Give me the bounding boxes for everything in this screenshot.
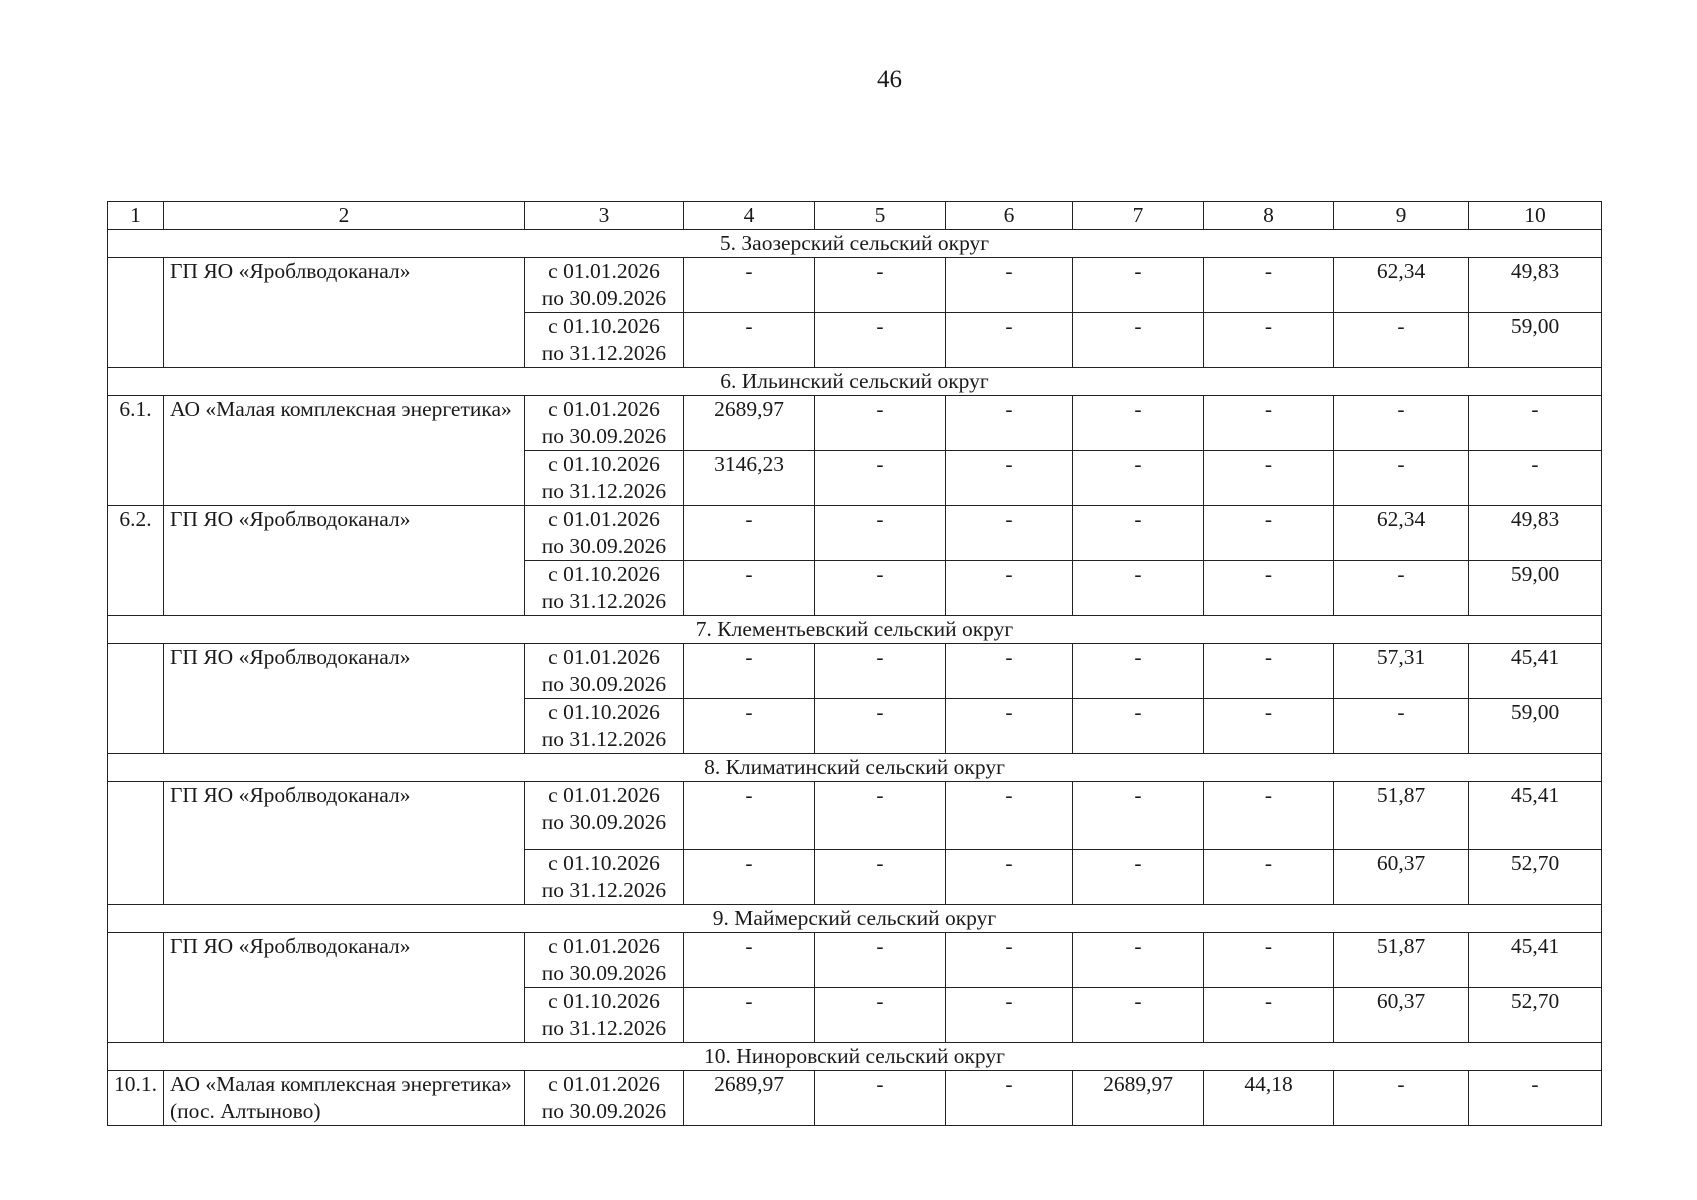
value-cell-col-7: - bbox=[1073, 561, 1204, 616]
period-cell bbox=[525, 933, 684, 988]
value-cell-col-9: 62,34 bbox=[1334, 258, 1469, 313]
value-cell-col-6: - bbox=[946, 506, 1073, 561]
value-cell-col-4: 3146,23 bbox=[684, 451, 815, 506]
period-start: с 01.10.2026 bbox=[548, 851, 660, 875]
value-cell-col-7: - bbox=[1073, 258, 1204, 313]
section-title: 6. Ильинский сельский округ bbox=[108, 368, 1602, 396]
period-cell bbox=[525, 313, 684, 368]
value-cell-col-6: - bbox=[946, 1071, 1073, 1126]
period-start: с 01.01.2026 bbox=[548, 507, 660, 531]
value-cell-col-9: - bbox=[1334, 1071, 1469, 1126]
period-end: по 30.09.2026 bbox=[541, 961, 667, 985]
table-row bbox=[108, 1071, 1602, 1126]
value-cell-col-5: - bbox=[815, 782, 946, 850]
value-cell-col-6: - bbox=[946, 396, 1073, 451]
value-cell-col-7: - bbox=[1073, 506, 1204, 561]
column-header: 6 bbox=[946, 202, 1073, 230]
value-cell-col-8: - bbox=[1204, 644, 1334, 699]
period-start: с 01.10.2026 bbox=[548, 989, 660, 1013]
row-number: 6.1. bbox=[108, 396, 164, 506]
value-cell-col-7: - bbox=[1073, 644, 1204, 699]
row-number: 6.2. bbox=[108, 506, 164, 616]
value-cell-col-5: - bbox=[815, 988, 946, 1043]
value-cell-col-8: - bbox=[1204, 396, 1334, 451]
value-cell-col-9: 51,87 bbox=[1334, 933, 1469, 988]
value-cell-col-10: 45,41 bbox=[1469, 782, 1602, 850]
value-cell-col-10: 59,00 bbox=[1469, 561, 1602, 616]
period-end: по 31.12.2026 bbox=[541, 727, 667, 751]
value-cell-col-8: - bbox=[1204, 850, 1334, 905]
value-cell-col-6: - bbox=[946, 561, 1073, 616]
period-end: по 30.09.2026 bbox=[541, 424, 667, 448]
period-end: по 30.09.2026 bbox=[541, 672, 667, 696]
value-cell-col-5: - bbox=[815, 699, 946, 754]
section-title: 7. Клементьевский сельский округ bbox=[108, 616, 1602, 644]
value-cell-col-8: 44,18 bbox=[1204, 1071, 1334, 1126]
value-cell-col-10: 49,83 bbox=[1469, 506, 1602, 561]
section-row bbox=[108, 368, 1602, 396]
period-start: с 01.01.2026 bbox=[548, 645, 660, 669]
value-cell-col-10: 49,83 bbox=[1469, 258, 1602, 313]
row-number bbox=[108, 782, 164, 905]
organization-name: ГП ЯО «Яроблводоканал» bbox=[164, 933, 525, 1043]
column-header: 3 bbox=[525, 202, 684, 230]
value-cell-col-4: 2689,97 bbox=[684, 1071, 815, 1126]
value-cell-col-4: - bbox=[684, 561, 815, 616]
period-start: с 01.10.2026 bbox=[548, 700, 660, 724]
organization-name: ГП ЯО «Яроблводоканал» bbox=[164, 782, 525, 905]
organization-name: ГП ЯО «Яроблводоканал» bbox=[164, 506, 525, 616]
period-start: с 01.10.2026 bbox=[548, 314, 660, 338]
value-cell-col-7: - bbox=[1073, 850, 1204, 905]
value-cell-col-7: - bbox=[1073, 396, 1204, 451]
value-cell-col-4: - bbox=[684, 258, 815, 313]
value-cell-col-6: - bbox=[946, 699, 1073, 754]
section-title: 5. Заозерский сельский округ bbox=[108, 230, 1602, 258]
value-cell-col-4: 2689,97 bbox=[684, 396, 815, 451]
value-cell-col-6: - bbox=[946, 988, 1073, 1043]
value-cell-col-5: - bbox=[815, 506, 946, 561]
value-cell-col-9: 62,34 bbox=[1334, 506, 1469, 561]
period-cell bbox=[525, 1071, 684, 1126]
column-header: 4 bbox=[684, 202, 815, 230]
value-cell-col-8: - bbox=[1204, 506, 1334, 561]
value-cell-col-6: - bbox=[946, 782, 1073, 850]
value-cell-col-8: - bbox=[1204, 258, 1334, 313]
period-start: с 01.01.2026 bbox=[548, 397, 660, 421]
period-end: по 31.12.2026 bbox=[541, 479, 667, 503]
row-number: 10.1. bbox=[108, 1071, 164, 1126]
value-cell-col-5: - bbox=[815, 451, 946, 506]
organization-name: ГП ЯО «Яроблводоканал» bbox=[164, 258, 525, 368]
value-cell-col-10: - bbox=[1469, 396, 1602, 451]
period-cell bbox=[525, 850, 684, 905]
value-cell-col-7: - bbox=[1073, 699, 1204, 754]
column-header: 9 bbox=[1334, 202, 1469, 230]
period-cell bbox=[525, 258, 684, 313]
organization-name: ГП ЯО «Яроблводоканал» bbox=[164, 644, 525, 754]
page-number: 46 bbox=[877, 66, 902, 93]
value-cell-col-5: - bbox=[815, 313, 946, 368]
value-cell-col-8: - bbox=[1204, 988, 1334, 1043]
table-row bbox=[108, 933, 1602, 988]
value-cell-col-5: - bbox=[815, 396, 946, 451]
period-cell bbox=[525, 506, 684, 561]
row-number bbox=[108, 644, 164, 754]
value-cell-col-9: 57,31 bbox=[1334, 644, 1469, 699]
value-cell-col-6: - bbox=[946, 644, 1073, 699]
table-row bbox=[108, 506, 1602, 561]
period-end: по 30.09.2026 bbox=[541, 286, 667, 310]
value-cell-col-9: - bbox=[1334, 561, 1469, 616]
value-cell-col-5: - bbox=[815, 644, 946, 699]
section-row bbox=[108, 616, 1602, 644]
value-cell-col-10: 45,41 bbox=[1469, 933, 1602, 988]
period-start: с 01.10.2026 bbox=[548, 452, 660, 476]
period-cell bbox=[525, 451, 684, 506]
table-row bbox=[108, 644, 1602, 699]
period-cell bbox=[525, 396, 684, 451]
value-cell-col-4: - bbox=[684, 850, 815, 905]
period-end: по 31.12.2026 bbox=[541, 341, 667, 365]
value-cell-col-4: - bbox=[684, 782, 815, 850]
value-cell-col-9: - bbox=[1334, 313, 1469, 368]
period-cell bbox=[525, 782, 684, 850]
value-cell-col-10: - bbox=[1469, 1071, 1602, 1126]
value-cell-col-10: - bbox=[1469, 451, 1602, 506]
value-cell-col-9: - bbox=[1334, 451, 1469, 506]
value-cell-col-7: - bbox=[1073, 988, 1204, 1043]
period-start: с 01.01.2026 bbox=[548, 1072, 660, 1096]
column-header: 5 bbox=[815, 202, 946, 230]
period-cell bbox=[525, 561, 684, 616]
value-cell-col-6: - bbox=[946, 313, 1073, 368]
period-end: по 30.09.2026 bbox=[541, 534, 667, 558]
section-title: 10. Ниноровский сельский округ bbox=[108, 1043, 1602, 1071]
period-end: по 30.09.2026 bbox=[541, 810, 667, 834]
section-title: 8. Климатинский сельский округ bbox=[108, 754, 1602, 782]
period-cell bbox=[525, 988, 684, 1043]
value-cell-col-6: - bbox=[946, 258, 1073, 313]
period-start: с 01.10.2026 bbox=[548, 562, 660, 586]
section-row bbox=[108, 754, 1602, 782]
value-cell-col-10: 59,00 bbox=[1469, 699, 1602, 754]
organization-name: АО «Малая комплексная энергетика» bbox=[164, 396, 525, 506]
column-header: 8 bbox=[1204, 202, 1334, 230]
section-row bbox=[108, 1043, 1602, 1071]
period-cell bbox=[525, 644, 684, 699]
section-row bbox=[108, 230, 1602, 258]
organization-name: АО «Малая комплексная энергетика» (пос. Алтыново) bbox=[164, 1071, 525, 1126]
value-cell-col-4: - bbox=[684, 644, 815, 699]
value-cell-col-8: - bbox=[1204, 782, 1334, 850]
value-cell-col-9: 51,87 bbox=[1334, 782, 1469, 850]
value-cell-col-7: - bbox=[1073, 933, 1204, 988]
row-number bbox=[108, 258, 164, 368]
value-cell-col-7: - bbox=[1073, 313, 1204, 368]
period-end: по 31.12.2026 bbox=[541, 878, 667, 902]
value-cell-col-4: - bbox=[684, 988, 815, 1043]
value-cell-col-10: 45,41 bbox=[1469, 644, 1602, 699]
value-cell-col-10: 52,70 bbox=[1469, 850, 1602, 905]
value-cell-col-4: - bbox=[684, 506, 815, 561]
value-cell-col-7: 2689,97 bbox=[1073, 1071, 1204, 1126]
value-cell-col-5: - bbox=[815, 561, 946, 616]
period-end: по 30.09.2026 bbox=[541, 1099, 667, 1123]
value-cell-col-4: - bbox=[684, 699, 815, 754]
column-header: 10 bbox=[1469, 202, 1602, 230]
value-cell-col-8: - bbox=[1204, 561, 1334, 616]
table-row bbox=[108, 396, 1602, 451]
value-cell-col-10: 52,70 bbox=[1469, 988, 1602, 1043]
period-end: по 31.12.2026 bbox=[541, 589, 667, 613]
column-header: 2 bbox=[164, 202, 525, 230]
period-start: с 01.01.2026 bbox=[548, 934, 660, 958]
section-title: 9. Маймерский сельский округ bbox=[108, 905, 1602, 933]
value-cell-col-6: - bbox=[946, 933, 1073, 988]
value-cell-col-6: - bbox=[946, 850, 1073, 905]
value-cell-col-7: - bbox=[1073, 782, 1204, 850]
value-cell-col-8: - bbox=[1204, 451, 1334, 506]
table-row bbox=[108, 258, 1602, 313]
value-cell-col-5: - bbox=[815, 933, 946, 988]
section-row bbox=[108, 905, 1602, 933]
value-cell-col-9: 60,37 bbox=[1334, 850, 1469, 905]
column-header: 7 bbox=[1073, 202, 1204, 230]
value-cell-col-4: - bbox=[684, 313, 815, 368]
value-cell-col-8: - bbox=[1204, 933, 1334, 988]
value-cell-col-7: - bbox=[1073, 451, 1204, 506]
value-cell-col-8: - bbox=[1204, 699, 1334, 754]
value-cell-col-9: - bbox=[1334, 396, 1469, 451]
column-header: 1 bbox=[108, 202, 164, 230]
period-end: по 31.12.2026 bbox=[541, 1016, 667, 1040]
table-row bbox=[108, 782, 1602, 850]
value-cell-col-4: - bbox=[684, 933, 815, 988]
value-cell-col-8: - bbox=[1204, 313, 1334, 368]
column-header-row bbox=[108, 202, 1602, 230]
value-cell-col-9: - bbox=[1334, 699, 1469, 754]
period-start: с 01.01.2026 bbox=[548, 783, 660, 807]
tariff-table bbox=[107, 201, 1602, 1126]
value-cell-col-6: - bbox=[946, 451, 1073, 506]
value-cell-col-5: - bbox=[815, 1071, 946, 1126]
value-cell-col-5: - bbox=[815, 850, 946, 905]
value-cell-col-10: 59,00 bbox=[1469, 313, 1602, 368]
value-cell-col-9: 60,37 bbox=[1334, 988, 1469, 1043]
value-cell-col-5: - bbox=[815, 258, 946, 313]
period-cell bbox=[525, 699, 684, 754]
row-number bbox=[108, 933, 164, 1043]
period-start: с 01.01.2026 bbox=[548, 259, 660, 283]
